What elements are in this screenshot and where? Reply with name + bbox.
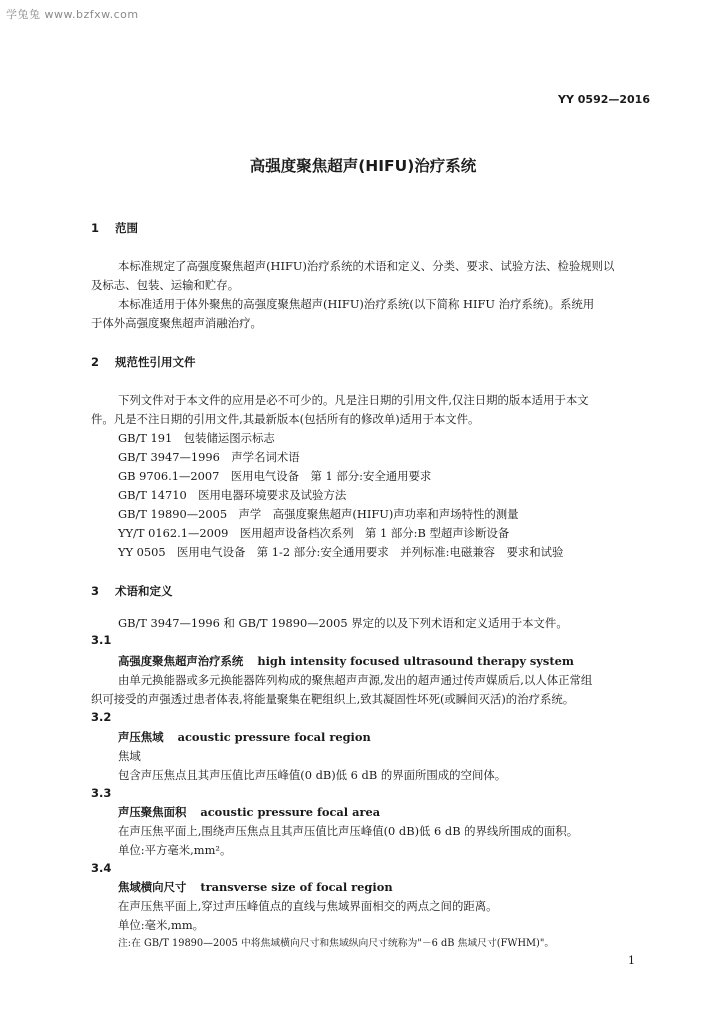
- term-number: 3.2: [91, 710, 112, 724]
- reference-item: GB/T 3947—1996 声学名词术语: [118, 450, 300, 464]
- unit-line: 单位:毫米,mm。: [118, 918, 205, 932]
- term-english: acoustic pressure focal region: [177, 730, 371, 744]
- term-english: high intensity focused ultrasound therapy system: [257, 654, 574, 668]
- section-number: 3: [91, 584, 100, 598]
- term-synonym: 焦域: [118, 749, 141, 763]
- note: 注:在 GB/T 19890—2005 中将焦域横向尺寸和焦域纵向尺寸统称为"－6 dB 焦域尺寸(FWHM)"。: [118, 938, 555, 949]
- paragraph-line: GB/T 3947—1996 和 GB/T 19890—2005 界定的以及下列术语和定义适用于本文件。: [118, 616, 568, 630]
- term-heading: [118, 879, 393, 895]
- unit-line: 单位:平方毫米,mm²。: [118, 843, 232, 857]
- definition-line: 织可接受的声强透过患者体表,将能量聚集在靶组织上,致其凝固性坏死(或瞬间灭活)的治疗系统。: [91, 692, 575, 706]
- term-chinese: 声压聚焦面积: [118, 805, 187, 819]
- reference-item: GB/T 14710 医用电器环境要求及试验方法: [118, 488, 347, 502]
- paragraph-line: 及标志、包装、运输和贮存。: [91, 278, 240, 292]
- term-english: acoustic pressure focal area: [200, 805, 381, 819]
- reference-item: GB/T 19890—2005 声学 高强度聚焦超声(HIFU)声功率和声场特性的测量: [118, 507, 519, 521]
- watermark: 学兔兔 www.bzfxw.com: [6, 8, 139, 21]
- paragraph-line: 于体外高强度聚焦超声消融治疗。: [91, 316, 262, 330]
- term-number: 3.1: [91, 633, 112, 647]
- paragraph-line: 本标准规定了高强度聚焦超声(HIFU)治疗系统的术语和定义、分类、要求、试验方法、检验规则以: [118, 259, 615, 273]
- reference-item: YY/T 0162.1—2009 医用超声设备档次系列 第 1 部分:B 型超声诊断设备: [118, 526, 510, 540]
- section-number: 1: [91, 221, 100, 235]
- term-chinese: 声压焦域: [118, 730, 164, 744]
- term-english: transverse size of focal region: [200, 880, 393, 894]
- term-number: 3.3: [91, 786, 112, 800]
- term-heading: [118, 729, 371, 745]
- section-title: 范围: [115, 221, 138, 235]
- paragraph-line: 本标准适用于体外聚焦的高强度聚焦超声(HIFU)治疗系统(以下简称 HIFU 治疗系统)。系统用: [118, 297, 595, 311]
- definition-line: 在声压焦平面上,围绕声压焦点且其声压值比声压峰值(0 dB)低 6 dB 的界线所围成的面积。: [118, 824, 579, 838]
- definition-line: 由单元换能器或多元换能器阵列构成的聚焦超声声源,发出的超声通过传声媒质后,以人体正常组: [118, 673, 593, 687]
- term-heading: [118, 804, 380, 820]
- term-chinese: 高强度聚焦超声治疗系统: [118, 654, 244, 668]
- reference-item: GB 9706.1—2007 医用电气设备 第 1 部分:安全通用要求: [118, 469, 432, 483]
- paragraph-line: 下列文件对于本文件的应用是必不可少的。凡是注日期的引用文件,仅注日期的版本适用于本文: [118, 393, 589, 407]
- definition-line: 在声压焦平面上,穿过声压峰值点的直线与焦域界面相交的两点之间的距离。: [118, 899, 498, 913]
- reference-item: YY 0505 医用电气设备 第 1-2 部分:安全通用要求 并列标准:电磁兼容 要求和试验: [118, 545, 564, 559]
- section-2-heading: [91, 354, 196, 370]
- document-title: 高强度聚焦超声(HIFU)治疗系统: [249, 157, 477, 175]
- term-chinese: 焦域横向尺寸: [118, 880, 187, 894]
- section-number: 2: [91, 355, 100, 369]
- section-1-heading: [91, 220, 138, 236]
- section-3-heading: [91, 583, 173, 599]
- paragraph-line: 件。凡是不注日期的引用文件,其最新版本(包括所有的修改单)适用于本文件。: [91, 412, 480, 426]
- standard-number: YY 0592—2016: [558, 93, 650, 106]
- term-heading: [118, 653, 574, 669]
- reference-item: GB/T 191 包装储运图示标志: [118, 431, 275, 445]
- section-title: 术语和定义: [115, 584, 173, 598]
- definition-line: 包含声压焦点且其声压值比声压峰值(0 dB)低 6 dB 的界面所围成的空间体。: [118, 768, 507, 782]
- page-number: 1: [628, 954, 635, 967]
- term-number: 3.4: [91, 861, 112, 875]
- section-title: 规范性引用文件: [115, 355, 196, 369]
